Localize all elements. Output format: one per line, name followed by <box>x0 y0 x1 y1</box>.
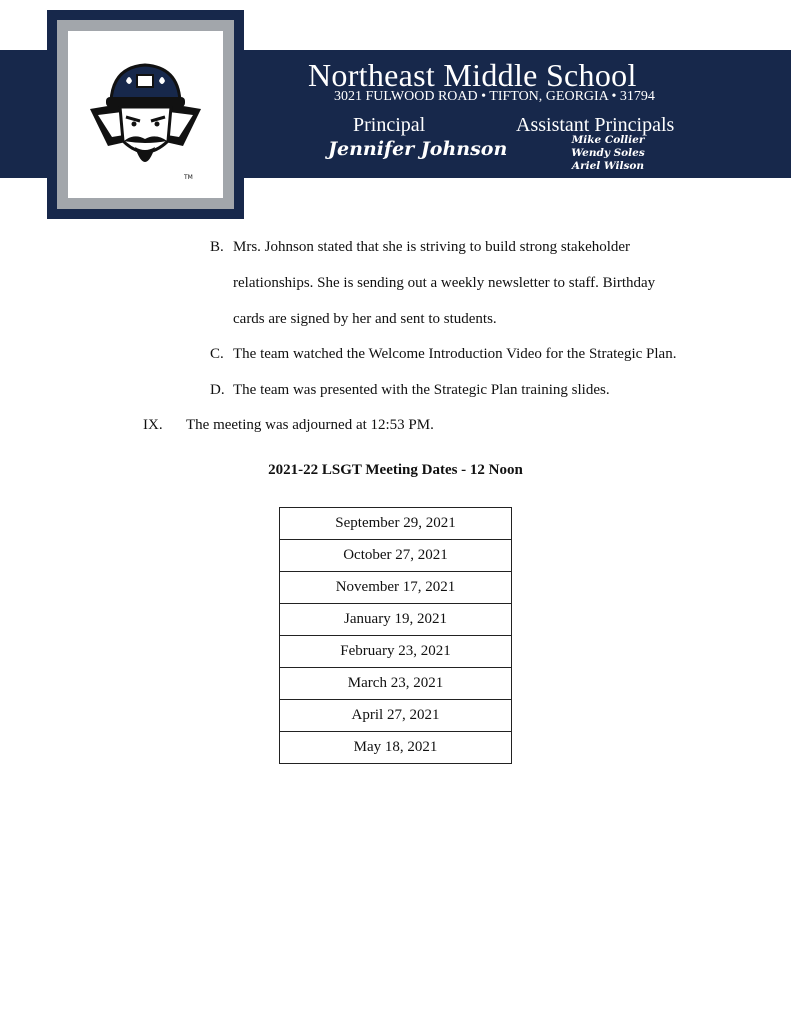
item-d-marker: D. <box>210 382 225 398</box>
table-row <box>280 636 512 668</box>
assistant-principal-name: Ariel Wilson <box>571 160 645 172</box>
table-row <box>280 604 512 636</box>
meeting-date-cell: March 23, 2021 <box>280 668 512 700</box>
table-row <box>280 668 512 700</box>
item-b-line: Mrs. Johnson stated that she is striving to build strong stakeholder <box>233 239 631 255</box>
logo-frame <box>47 10 244 219</box>
svg-text:TM: TM <box>184 174 193 181</box>
meeting-dates-title: 2021-22 LSGT Meeting Dates - 12 Noon <box>268 462 523 478</box>
assistant-principals-label: Assistant Principals <box>516 114 675 136</box>
item-b-marker: B. <box>210 239 224 255</box>
item-d-text: The team was presented with the Strategic Plan training slides. <box>233 382 610 398</box>
item-b-line: cards are signed by her and sent to students. <box>233 311 497 327</box>
item-b-line: relationships. She is sending out a weekly newsletter to staff. Birthday <box>233 275 656 291</box>
assistant-principal-name: Wendy Soles <box>571 147 645 159</box>
table-row <box>280 508 512 540</box>
meeting-date-cell: September 29, 2021 <box>280 508 512 540</box>
table-row <box>280 540 512 572</box>
meeting-date-cell: April 27, 2021 <box>280 700 512 732</box>
assistant-principal-name: Mike Collier <box>571 134 645 146</box>
item-ix-marker: IX. <box>143 417 163 433</box>
item-ix-text: The meeting was adjourned at 12:53 PM. <box>186 417 434 433</box>
school-name: Northeast Middle School <box>308 57 637 93</box>
meeting-date-cell: October 27, 2021 <box>280 540 512 572</box>
principal-label: Principal <box>353 114 426 136</box>
assistant-principal-names <box>560 134 656 173</box>
principal-name: Jennifer Johnson <box>328 138 508 160</box>
mascot-logo-icon <box>68 31 223 198</box>
meeting-date-cell: January 19, 2021 <box>280 604 512 636</box>
meeting-date-cell: November 17, 2021 <box>280 572 512 604</box>
meeting-date-cell: February 23, 2021 <box>280 636 512 668</box>
school-address: 3021 FULWOOD ROAD • TIFTON, GEORGIA • 31794 <box>334 89 655 104</box>
table-row <box>280 732 512 764</box>
table-row <box>280 700 512 732</box>
item-c-text: The team watched the Welcome Introduction Video for the Strategic Plan. <box>233 346 677 362</box>
table-row <box>280 572 512 604</box>
meeting-date-cell: May 18, 2021 <box>280 732 512 764</box>
meeting-dates-table <box>279 507 512 764</box>
item-c-marker: C. <box>210 346 224 362</box>
